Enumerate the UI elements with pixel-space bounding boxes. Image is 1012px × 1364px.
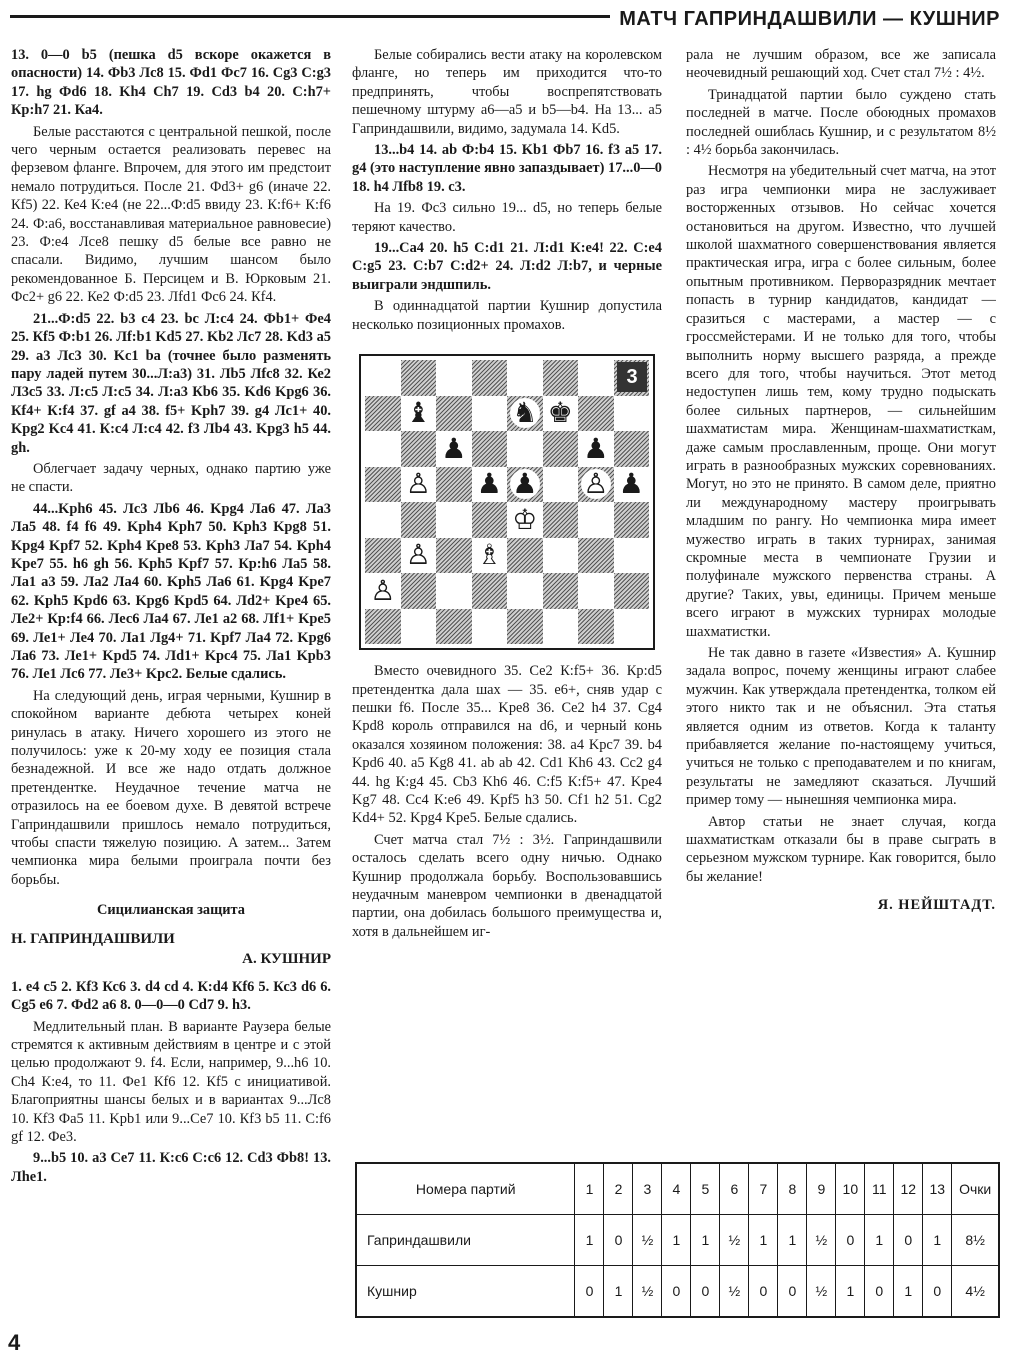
board-square (507, 431, 543, 467)
moves-paragraph: 1. е4 с5 2. Кf3 Кс6 3. d4 cd 4. К:d4 Кf6 5. Кс3 d6 6. Cg5 e6 7. Фd2 а6 8. 0—0—0 Cd7 9. h3. (11, 978, 331, 1014)
board-square (472, 609, 508, 645)
board-square (507, 396, 543, 432)
game-number: 5 (691, 1163, 720, 1215)
score-cell: 1 (691, 1215, 720, 1266)
chess-piece-icon: ♔ (512, 502, 538, 536)
commentary-paragraph: Белые расстаются с центральной пешкой, после чего черным остается реализовать перевес на ферзевом фланге. Впрочем, для этого им предстоит немало потрудиться. После 21. Фd3+ g6 (иначе 22. Кf5) 22. Ке4 К:е4 (не 22...Ф:d5 ввиду 23. К:f6+ К:f6 24. Ф:а6, восстанавливая материальное равновесие) 23. Ф:е4 Лсе8 пешку d5 белые все равно не спасали. Видимо, лучшим шансом было рекомендованное Б. Персицем и В. Юрковым 21. Фс2+ g6 22. Ке2 Ф:d5 23. Лfd1 Фс6 24. Кf4. (11, 123, 331, 306)
board-square (614, 502, 650, 538)
board-square (436, 538, 472, 574)
match-score-table (355, 1162, 1000, 1318)
diagram-number: 3 (617, 362, 647, 392)
chess-piece-icon: ♙ (405, 538, 431, 572)
game-number: 1 (575, 1163, 604, 1215)
total-header: Очки (952, 1163, 999, 1215)
commentary-paragraph: В одиннадцатой партии Кушнир допустила несколько позиционных промахов. (352, 298, 662, 333)
white-player: Н. ГАПРИНДАШВИЛИ (11, 930, 175, 947)
board-square (365, 396, 401, 432)
board-square (401, 431, 437, 467)
commentary-paragraph: Вместо очевидного 35. Се2 К:f5+ 36. Кр:d5 претендентка дала шах — 35. е6+, сняв удар с пешки f6. После 35... Kpe8 36. Ce2 h4 37. Cg4 Kpd8 король отправился на d6, и черный конь оказался хозяином положения: 38. а4 Kpc7 39. b4 Kpd6 40. а5 Kg8 41. ab ab 42. Cd1 Kh6 43. Cc2 g4 44. hg К:g4 45. Cb3 Kh6 46. С:f5 К:f5+ 47. Kpe4 Kg7 48. Cc4 К:е6 49. Kpf5 h3 50. Cf1 h2 51. Cg2 Kd4+ 52. Kpg4 Kpe5. Белые сдались. (352, 663, 662, 827)
score-cell: 0 (894, 1215, 923, 1266)
score-cell: 0 (575, 1266, 604, 1318)
game-number: 3 (633, 1163, 662, 1215)
board-square (365, 360, 401, 396)
player-name-cell: Кушнир (356, 1266, 575, 1318)
commentary-paragraph: Облегчает задачу черных, однако партию уже не спасти. (11, 460, 331, 496)
board-square (614, 396, 650, 432)
score-cell: 0 (865, 1266, 894, 1318)
game-number: 4 (662, 1163, 691, 1215)
board-square (543, 538, 579, 574)
game-number: 11 (865, 1163, 894, 1215)
moves-paragraph: 13...b4 14. ab Ф:b4 15. Kb1 Фb7 16. f3 a5 17. g4 (это наступление явно запаздывает) 17...0—0 18. h4 Лfb8 19. c3. (352, 142, 662, 195)
player-name-cell: Гаприндашвили (356, 1215, 575, 1266)
score-cell: 1 (604, 1266, 633, 1318)
score-cell: ½ (807, 1215, 836, 1266)
board-square (365, 573, 401, 609)
score-cell: 1 (749, 1215, 778, 1266)
commentary-paragraph: Счет матча стал 7½ : 3½. Гаприндашвили осталось сделать всего одну ничью. Однако Кушнир продолжала борьбу. Воспользовавшись неудачным маневром чемпионки в двенадцатой партии, она добилась большого преимущества и, хотя в дальнейшем иг- (352, 831, 662, 940)
score-cell: 0 (604, 1215, 633, 1266)
score-cell: 0 (836, 1215, 865, 1266)
chess-piece-icon: ♟ (476, 467, 502, 501)
score-cell: ½ (720, 1266, 749, 1318)
chess-piece-icon: ♗ (476, 538, 502, 572)
text-column-2 (352, 46, 662, 1121)
commentary-paragraph: рала не лучшим образом, все же записала неочевидный решающий ход. Счет стал 7½ : 4½. (686, 47, 996, 82)
board-square (507, 360, 543, 396)
page-number: 4 (8, 1330, 21, 1355)
moves-paragraph: 13. 0—0 b5 (пешка d5 вскоре окажется в опасности) 14. Фb3 Лс8 15. Фd1 Фс7 16. Cg3 С:g3 17. hg Фd6 18. Kh4 Ch7 19. Cd3 b4 20. С:h7+ Кр:h7 21. Ка4. (11, 47, 331, 119)
board-square (578, 502, 614, 538)
score-cell: 0 (749, 1266, 778, 1318)
board-square (436, 573, 472, 609)
board-square (365, 431, 401, 467)
score-cell: 0 (778, 1266, 807, 1318)
score-cell: 1 (894, 1266, 923, 1318)
opening-name: Сицилианская защита (96, 902, 246, 919)
game-number: 2 (604, 1163, 633, 1215)
commentary-paragraph: Автор статьи не знает случая, когда шахматисткам отказали бы в праве сыграть в серьезном мужском турнире. Как говорится, было бы желание! (686, 813, 996, 885)
score-cell: ½ (633, 1266, 662, 1318)
moves-paragraph: 44...Kph6 45. Лс3 Лb6 46. Kpg4 Ла6 47. Ла3 Ла5 48. f4 f6 49. Kph4 Kph7 50. Kph3 Kpg8 51. Kpg4 Kpf7 52. Kph4 Kpe8 53. Kph3 Ла7 54. Kph4 Kpe7 55. h6 gh 56. Kph5 Kpf7 57. Кр:h6 Ла5 58. Ла1 а3 59. Ла2 Ла4 60. Kph5 Ла6 61. Kpg4 Kpe7 62. Kph5 Kpd6 63. Kpg6 Kpd5 64. Лd2+ Kpe4 65. Ле2+ Кр:f4 66. Лес6 Ла4 67. Ле1 а2 68. Лf1+ Kpe5 69. Ле1+ Ле4 70. Ла1 Лg4+ 71. Kpf7 Ла4 72. Kpg6 Ла6 73. Ле1+ Kpd5 74. Лd1+ Kpc4 75. Ла1 Kpb3 76. Ле1 Лс6 77. Ле3+ Kpc2. Белые сдались. (11, 500, 331, 683)
table-row (356, 1215, 999, 1266)
board-square (578, 431, 614, 467)
board-square (472, 502, 508, 538)
table-row (356, 1266, 999, 1318)
board-square (401, 609, 437, 645)
score-cell: 1 (923, 1215, 952, 1266)
board-square (543, 396, 579, 432)
board-square (436, 467, 472, 503)
moves-paragraph: 19...Са4 20. h5 С:d1 21. Л:d1 К:е4! 22. С:е4 С:g5 23. С:b7 С:d2+ 24. Л:d2 Л:b7, и черные выиграли эндшпиль. (352, 240, 662, 293)
board-square (543, 502, 579, 538)
article-author: Я. НЕЙШТАДТ. (877, 897, 996, 914)
board-square (507, 538, 543, 574)
board-square (436, 502, 472, 538)
score-cell: 0 (691, 1266, 720, 1318)
black-player: А. КУШНИР (242, 950, 331, 967)
board-square (543, 609, 579, 645)
board-square (436, 360, 472, 396)
chess-board (365, 360, 649, 644)
board-square (472, 467, 508, 503)
board-square (578, 609, 614, 645)
board-square (578, 538, 614, 574)
score-cell: 1 (836, 1266, 865, 1318)
board-square (614, 431, 650, 467)
text-column-1 (11, 46, 331, 1334)
board-square (578, 573, 614, 609)
text-column-3 (686, 46, 996, 1126)
commentary-paragraph: Не так давно в газете «Известия» А. Кушнир задала вопрос, почему женщины играют слабее мужчин. Как утверждала претендентка, толком ей этого никто так и не объяснил. Эта статья является одним из ответов. Когда к таланту прибавляется желание по-настоящему учиться, учиться не только с преподавателем и по книгам, результаты не замедляют сказаться. Лучший пример тому — нынешняя чемпионка мира. (686, 645, 996, 809)
board-square (365, 467, 401, 503)
board-square (472, 396, 508, 432)
board-square (365, 609, 401, 645)
moves-paragraph: 9...b5 10. a3 Ce7 11. К:с6 С:с6 12. Cd3 Фb8! 13. Лhe1. (11, 1150, 331, 1185)
game-number: 13 (923, 1163, 952, 1215)
score-cell: 1 (778, 1215, 807, 1266)
commentary-paragraph: На следующий день, играя черными, Кушнир в спокойном варианте дебюта четырех коней ринулась в атаку. Ничего хорошего из этого не получилось: уже к 20-му ходу ее позиция стала безнадежной. И все же надо отдать должное претендентке. Неудачное течение матча не отразилось на ее боевом духе. В девятой встрече Гаприндашвили пришлось немало потрудиться, чтобы спасти тяжелую позицию. А затем... Затем чемпионка мира белыми проиграла почти без борьбы. (11, 687, 331, 888)
board-square (543, 467, 579, 503)
board-square (401, 467, 437, 503)
board-square (507, 467, 543, 503)
board-square (507, 573, 543, 609)
page-header-title: МАТЧ ГАПРИНДАШВИЛИ — КУШНИР (619, 8, 1000, 30)
board-square (401, 573, 437, 609)
board-square (614, 609, 650, 645)
board-square (507, 502, 543, 538)
game-number: 7 (749, 1163, 778, 1215)
board-square (401, 502, 437, 538)
score-cell: 1 (575, 1215, 604, 1266)
game-number: 8 (778, 1163, 807, 1215)
chess-piece-icon: ♟ (583, 431, 609, 465)
score-cell: 0 (923, 1266, 952, 1318)
game-number: 6 (720, 1163, 749, 1215)
commentary-paragraph: Тринадцатой партии было суждено стать последней в матче. После обоюдных промахов последней ошиблась Кушнир, и с результатом 8½ : 4½ борьба закончилась. (686, 86, 996, 159)
board-square (401, 396, 437, 432)
game-number: 10 (836, 1163, 865, 1215)
board-square (578, 360, 614, 396)
chess-piece-icon: ♙ (581, 469, 611, 499)
board-square (401, 360, 437, 396)
score-cell: 0 (662, 1266, 691, 1318)
chess-piece-icon: ♙ (405, 467, 431, 501)
board-square (472, 360, 508, 396)
board-square (614, 467, 650, 503)
chess-diagram (359, 354, 655, 650)
board-square (472, 538, 508, 574)
chess-piece-icon: ♙ (370, 573, 396, 607)
board-square (543, 431, 579, 467)
score-cell: ½ (633, 1215, 662, 1266)
commentary-paragraph: Несмотря на убедительный счет матча, на этот раз игра чемпионки мира не заслуживает восторженных отзывов. Но сейчас хочется остановиться на другом. Известно, что лучшей школой шахматного совершенствования является практическая игра, игра с более сильным, более опытным противником. Перворазрядник мечтает попасть в турнир кандидатов, кандидат — сразиться с мастерами, а мастер — с гроссмейстерами. И не только для того, чтобы выполнить норму высшего разряда, а прежде всего для того, чтобы научиться. Этот метод недоступен лишь тем, кому трудно подыскать более сильных партнеров, — сильнейшим шахматистам мира. Женщинам-шахматисткам, даже самым прославленным, проще. Они могут играть в разнообразных мужских соревнованиях. Могут, но это не принято. В самом деле, приятно ли международному мастеру проигрывать младшим по рангу. Но чемпионка мира имеет мужество играть в таких турнирах, занимая скромные места в чемпионате Грузии и полуфинале мужского первенства страны. А другие? Таких, увы, единицы. Причем меньше всего играют в мужских турнирах молодые шахматистки. (686, 163, 996, 640)
chess-piece-icon: ♝ (405, 396, 431, 430)
board-square (365, 538, 401, 574)
chess-piece-icon: ♚ (547, 396, 573, 430)
chess-piece-icon: ♟ (441, 431, 467, 465)
chess-piece-icon: ♞ (510, 398, 540, 428)
total-score-cell: 8½ (952, 1215, 999, 1266)
board-square (436, 431, 472, 467)
commentary-paragraph: Белые собирались вести атаку на королевском фланге, но теперь им приходится что-то предпринять, чтобы воспрепятствовать пешечному штурму а6—а5 и b5—b4. На 13... а5 Гаприндашвили, видимо, задумала 14. Kd5. (352, 47, 662, 137)
commentary-paragraph: На 19. Фс3 сильно 19... d5, но теперь белые теряют качество. (352, 200, 662, 235)
board-square (543, 573, 579, 609)
score-cell: ½ (807, 1266, 836, 1318)
chess-piece-icon: ♟ (510, 469, 540, 499)
board-square (472, 573, 508, 609)
chess-piece-icon: ♟ (618, 467, 644, 501)
board-square (507, 609, 543, 645)
total-score-cell: 4½ (952, 1266, 999, 1318)
score-cell: 1 (865, 1215, 894, 1266)
commentary-paragraph: Медлительный план. В варианте Раузера белые стремятся к активным действиям в центре и с этой целью продолжают 9. f4. Если, например, 9...h6 10. Ch4 К:е4, то 11. Фе1 Кf6 12. Кf5 с инициативой. Благоприятны шансы белых и в вариантах 9...Лс8 10. Кf3 Фа5 11. Kpb1 или 9...Се7 10. Кf3 b5 11. С:f6 gf 12. Фе3. (11, 1018, 331, 1145)
game-number: 12 (894, 1163, 923, 1215)
games-header-label: Номера партий (356, 1163, 575, 1215)
board-square (614, 573, 650, 609)
header-rule (10, 15, 610, 18)
board-square (365, 502, 401, 538)
board-square (436, 609, 472, 645)
table-header-row (356, 1163, 999, 1215)
game-players (11, 930, 331, 974)
score-cell: ½ (720, 1215, 749, 1266)
board-square (578, 396, 614, 432)
moves-paragraph: 21...Ф:d5 22. b3 c4 23. bc Л:с4 24. Фb1+ Фе4 25. Кf5 Ф:b1 26. Лf:b1 Kd5 27. Kb2 Лс7 28. Kd3 a5 29. a3 Лс3 30. Kc1 ba (точнее было разменять пару ладей путем 30...Л:а3) 31. Лb5 Лfс8 32. Ке2 Л3с5 33. Л:с5 Л:с5 34. Л:а3 Кb6 35. Kd6 Kpg6 36. Кf4+ К:f4 37. gf a4 38. f5+ Kph7 39. g4 Лс1+ 40. Kpg2 Kc4 41. К:с4 Л:с4 42. f3 Лb4 43. Kpg3 h5 44. gh. (11, 310, 331, 456)
game-number: 9 (807, 1163, 836, 1215)
board-square (472, 431, 508, 467)
board-square (436, 396, 472, 432)
board-square (614, 538, 650, 574)
score-cell: 1 (662, 1215, 691, 1266)
board-square (578, 467, 614, 503)
board-square (401, 538, 437, 574)
board-square (543, 360, 579, 396)
